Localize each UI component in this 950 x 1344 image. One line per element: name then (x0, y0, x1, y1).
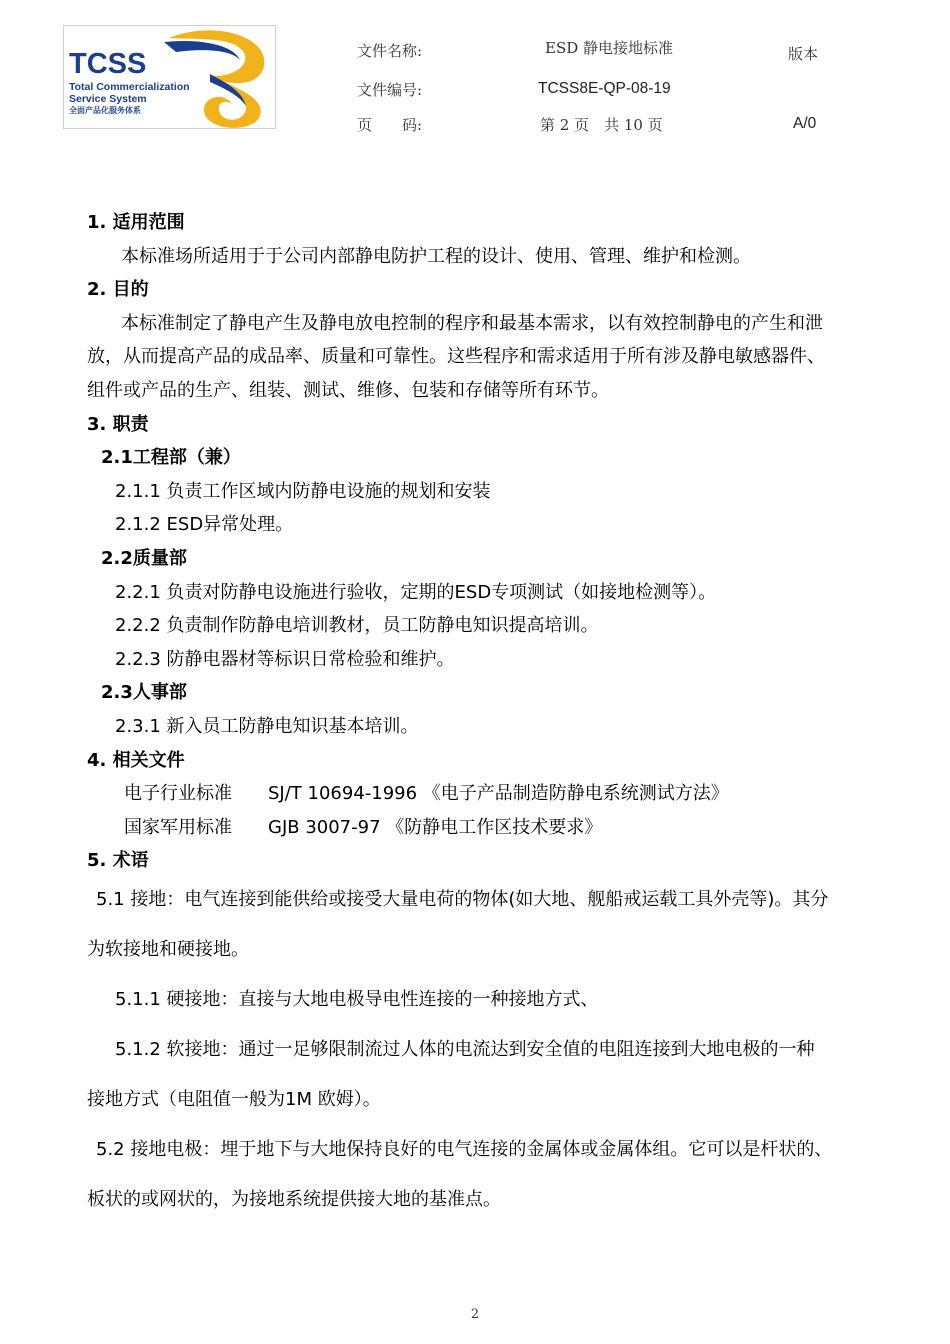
page-label: 页 码: (357, 116, 423, 134)
version-label: 版本 (788, 45, 819, 63)
page-value: 第 2 页 共 10 页 (540, 116, 663, 134)
term-5-1-1: 5.1.1 硬接地：直接与大地电极导电性连接的一种接地方式、 (115, 989, 599, 1010)
section-3-heading: 3. 职责 (87, 414, 149, 435)
logo-subtitle-3: 全面产品化服务体系 (69, 106, 141, 115)
section-2-text-3: 组件或产品的生产、组装、测试、维修、包装和存储等所有环节。 (87, 380, 609, 401)
section-3-2-2: 2.2.2 负责制作防静电培训教材，员工防静电知识提高培训。 (115, 615, 599, 636)
section-1-heading: 1. 适用范围 (87, 212, 185, 233)
file-name-value: ESD 静电接地标准 (545, 39, 674, 57)
section-2-text-1: 本标准制定了静电产生及静电放电控制的程序和最基本需求，以有效控制静电的产生和泄 (121, 313, 823, 334)
file-number-value: TCSS8E-QP-08-19 (538, 80, 671, 97)
section-2-heading: 2. 目的 (87, 279, 149, 300)
term-5-1-line-2: 为软接地和硬接地。 (87, 939, 249, 960)
logo-title: TCSS (69, 48, 147, 80)
section-3-1-2: 2.1.2 ESD异常处理。 (115, 514, 294, 535)
term-5-1-2-line-2: 接地方式（电阻值一般为1M 欧姆）。 (87, 1089, 381, 1110)
term-5-2-line-2: 板状的或网状的，为接地系统提供接大地的基准点。 (87, 1189, 501, 1210)
file-name-label: 文件名称: (357, 42, 423, 60)
section-5-heading: 5. 术语 (87, 850, 149, 871)
section-3-3-heading: 2.3人事部 (101, 682, 187, 703)
logo-subtitle-2: Service System (69, 93, 147, 105)
reference-1-type: 电子行业标准 (124, 783, 232, 804)
term-5-2-line-1: 5.2 接地电极：埋于地下与大地保持良好的电气连接的金属体或金属体组。它可以是杆状的、 (96, 1139, 833, 1160)
term-5-1-2-line-1: 5.1.2 软接地：通过一足够限制流过人体的电流达到安全值的电阻连接到大地电极的一种 (115, 1039, 815, 1060)
section-2-text-2: 放，从而提高产品的成品率、质量和可靠性。这些程序和需求适用于所有涉及静电敏感器件、 (87, 346, 825, 367)
page-number: 2 (470, 1307, 480, 1322)
section-3-2-1: 2.2.1 负责对防静电设施进行验收，定期的ESD专项测试（如接地检测等）。 (115, 582, 717, 603)
section-1-text: 本标准场所适用于于公司内部静电防护工程的设计、使用、管理、维护和检测。 (121, 246, 751, 267)
term-5-1-line-1: 5.1 接地：电气连接到能供给或接受大量电荷的物体(如大地、舰船戒运载工具外壳等)。其分 (96, 889, 829, 910)
section-3-1-1: 2.1.1 负责工作区域内防静电设施的规划和安装 (115, 481, 491, 502)
company-logo (63, 25, 276, 129)
logo-subtitle-1: Total Commercialization (69, 81, 190, 93)
version-value: A/0 (793, 115, 817, 132)
section-3-2-3: 2.2.3 防静电器材等标识日常检验和维护。 (115, 649, 455, 670)
reference-1-title: SJ/T 10694-1996 《电子产品制造防静电系统测试方法》 (268, 783, 729, 804)
reference-2-type: 国家军用标准 (124, 817, 232, 838)
section-3-1-heading: 2.1工程部（兼） (101, 447, 241, 468)
section-3-3-1: 2.3.1 新入员工防静电知识基本培训。 (115, 716, 419, 737)
section-3-2-heading: 2.2质量部 (101, 548, 187, 569)
section-4-heading: 4. 相关文件 (87, 750, 185, 771)
file-number-label: 文件编号: (357, 81, 423, 99)
reference-2-title: GJB 3007-97 《防静电工作区技术要求》 (268, 817, 603, 838)
